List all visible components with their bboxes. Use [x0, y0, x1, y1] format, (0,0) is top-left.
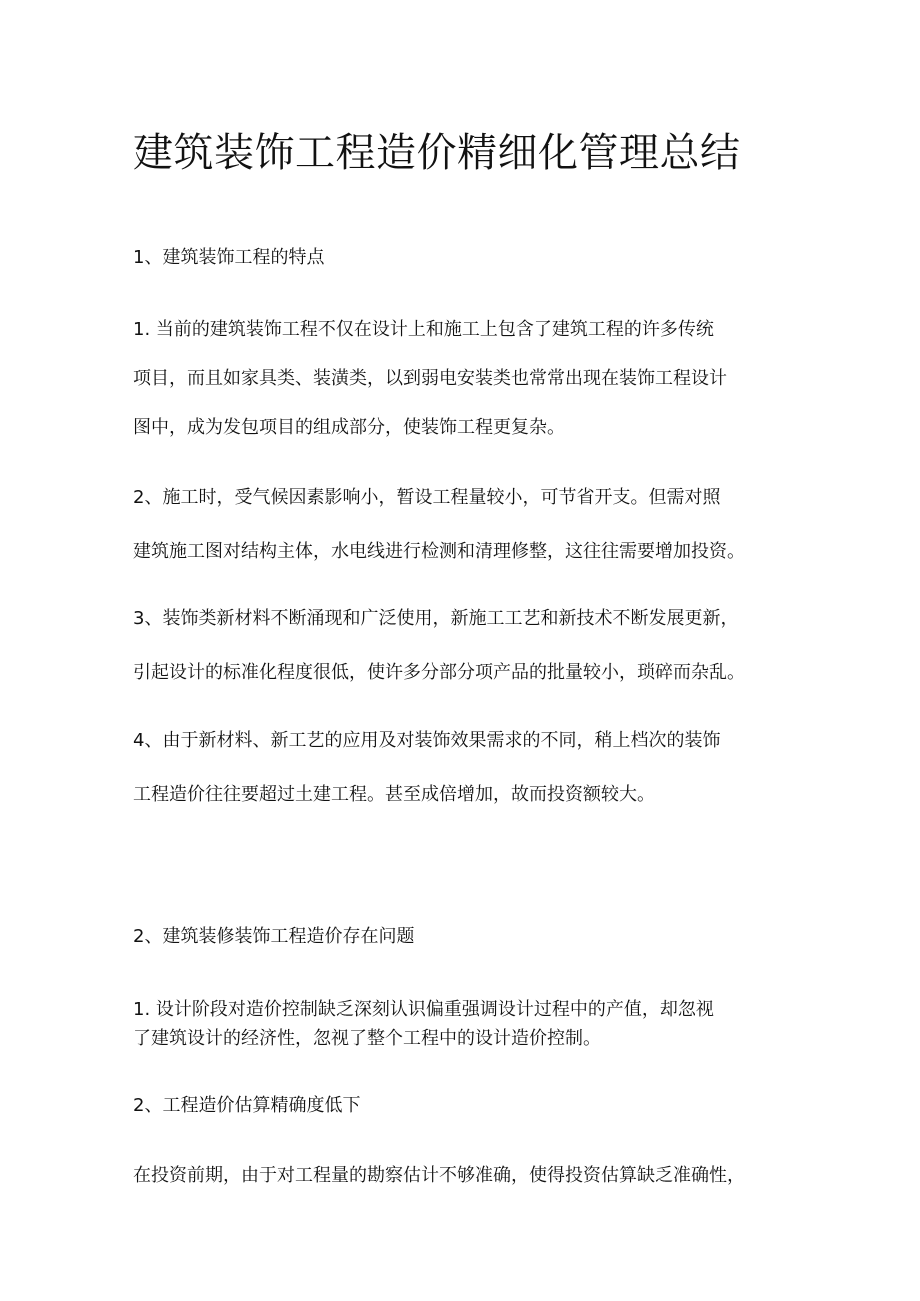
section-1-paragraph-1: [133, 305, 813, 452]
section-2-paragraph-2: 2、工程造价估算精确度低下: [133, 1095, 361, 1116]
section-2-paragraph-1: [133, 995, 813, 1053]
paragraph-line: 了建筑设计的经济性，忽视了整个工程中的设计造价控制。: [133, 1028, 601, 1049]
paragraph-line: 1. 设计阶段对造价控制缺乏深刻认识偏重强调设计过程中的产值，却忽视: [133, 999, 714, 1020]
paragraph-line: 引起设计的标准化程度很低，使许多分部分项产品的批量较小，琐碎而杂乱。: [133, 662, 745, 683]
section-1-paragraph-3: [133, 592, 813, 700]
section-1-paragraph-2: [133, 471, 813, 579]
paragraph-line: 4、由于新材料、新工艺的应用及对装饰效果需求的不同，稍上档次的装饰: [133, 730, 721, 751]
section-2-paragraph-3: 在投资前期，由于对工程量的勘察估计不够准确，使得投资估算缺乏准确性，: [133, 1165, 745, 1186]
paragraph-line: 图中，成为发包项目的组成部分，使装饰工程更复杂。: [133, 417, 565, 438]
paragraph-line: 工程造价往往要超过土建工程。甚至成倍增加，故而投资额较大。: [133, 784, 655, 805]
section-1-paragraph-4: [133, 714, 813, 822]
section-1-heading: 1、建筑装饰工程的特点: [133, 247, 325, 268]
paragraph-line: 项目，而且如家具类、装潢类，以到弱电安装类也常常出现在装饰工程设计: [133, 368, 727, 389]
paragraph-line: 2、施工时，受气候因素影响小，暂设工程量较小，可节省开支。但需对照: [133, 487, 721, 508]
paragraph-line: 建筑施工图对结构主体，水电线进行检测和清理修整，这往往需要增加投资。: [133, 541, 745, 562]
document-title: 建筑装饰工程造价精细化管理总结: [133, 130, 741, 176]
paragraph-line: 3、装饰类新材料不断涌现和广泛使用，新施工工艺和新技术不断发展更新，: [133, 608, 739, 629]
paragraph-line: 1. 当前的建筑装饰工程不仅在设计上和施工上包含了建筑工程的许多传统: [133, 319, 714, 340]
section-2-heading: 2、建筑装修装饰工程造价存在问题: [133, 926, 415, 947]
